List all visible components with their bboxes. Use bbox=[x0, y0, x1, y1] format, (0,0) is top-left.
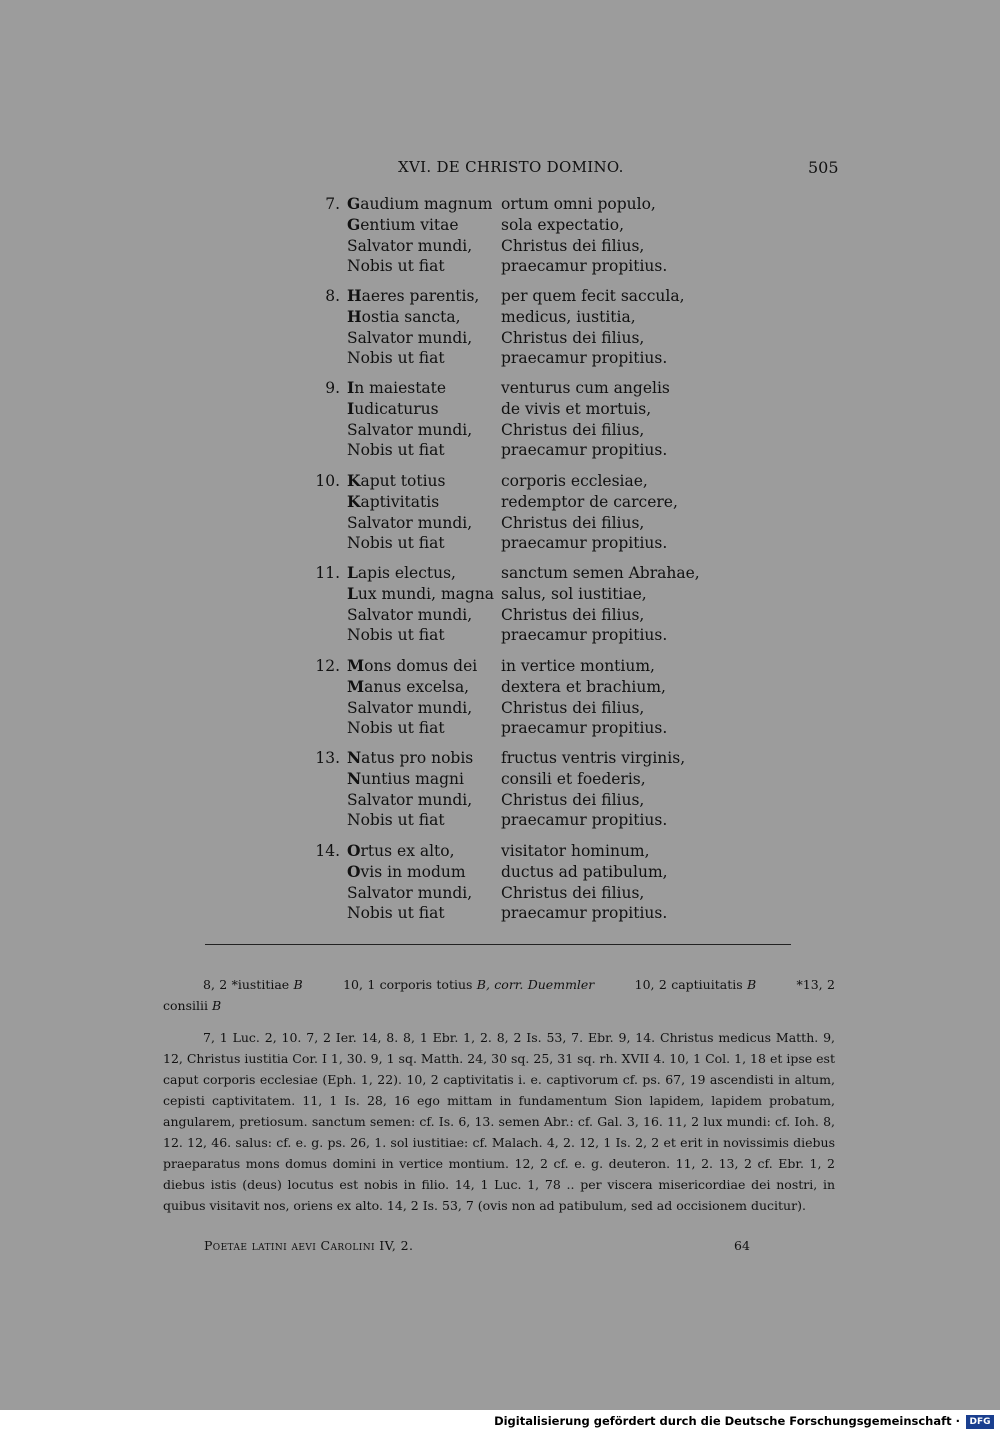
page-number: 505 bbox=[808, 158, 839, 177]
stanza-number: 13. bbox=[315, 749, 340, 767]
verse-line bbox=[300, 378, 720, 399]
verse-left bbox=[347, 492, 439, 513]
verse-right: Christus dei filius, bbox=[501, 605, 645, 624]
verse-left-text: Salvator mundi, bbox=[347, 328, 473, 347]
verse-line bbox=[300, 677, 720, 698]
verse-right: Christus dei filius, bbox=[501, 883, 645, 902]
verse-line bbox=[300, 492, 720, 513]
dfg-banner bbox=[0, 1410, 1000, 1434]
verse-line bbox=[300, 841, 720, 862]
crit-siglum: B bbox=[211, 998, 222, 1013]
verse-right: Christus dei filius, bbox=[501, 328, 645, 347]
verse-line bbox=[300, 563, 720, 584]
verse-left-text: rtus ex alto, bbox=[360, 842, 455, 860]
verse-left-text: Nobis ut fiat bbox=[347, 534, 445, 553]
acrostic-initial: O bbox=[347, 861, 361, 881]
verse-left bbox=[347, 625, 445, 646]
verse-line bbox=[300, 625, 720, 646]
verse-left-text: Salvator mundi, bbox=[347, 883, 473, 902]
verse-left bbox=[347, 378, 446, 399]
stanza-number: 9. bbox=[325, 379, 340, 397]
crit-siglum: B bbox=[746, 977, 757, 992]
page-title: XVI. DE CHRISTO DOMINO. bbox=[398, 158, 624, 176]
verse-right: consili et foederis, bbox=[501, 769, 646, 788]
verse-left bbox=[347, 883, 472, 904]
verse-right: Christus dei filius, bbox=[501, 790, 645, 809]
verse-right: venturus cum angelis bbox=[501, 379, 670, 397]
source-notes-text: 7, 1 Luc. 2, 10. 7, 2 Ier. 14, 8. 8, 1 Ebr. 1, 2. 8, 2 Is. 53, 7. Ebr. 9, 14. Christus medicus Matth. 9, 12, Christus iustitia Cor. I 1, 30. 9, 1 sq. Matth. 24, 30 sq. 25, 31 sq. rh. XVII 4. 10, 1 Col. 1, 18 et ipse est caput corporis ecclesiae (Eph. 1, 22). 10, 2 captivitatis i. e. captivorum cf. ps. 67, 19 ascendisti in altum, cepisti captivitatem. 11, 1 Is. 28, 16 ego mittam in fundamentum Sion lapidem, lapidem probatum, angularem, pretiosum. sanctum semen: cf. Is. 6, 13. semen Abr.: cf. Gal. 3, 16. 11, 2 lux mundi: cf. Ioh. 8, 12. 12, 46. salus: cf. e. g. ps. 26, 1. sol iustitiae: cf. Malach. 4, 2. 12, 1 Is. 2, 2 et erit in novissimis diebus praeparatus mons domus domini in vertice montium. 12, 2 cf. e. g. deuteron. 11, 2. 13, 2 cf. Ebr. 1, 2 diebus istis (deus) locutus est nobis in filio. 14, 1 Luc. 1, 78 .. per viscera misericordiae dei nostri, in quibus visitavit nos, oriens ex alto. 14, 2 Is. 53, 7 (ovis non ad patibulum, sed ad occisionem ducitur). bbox=[163, 1030, 835, 1213]
verse-left-text: Salvator mundi, bbox=[347, 790, 473, 809]
verse-line bbox=[300, 513, 720, 534]
crit-note: 8, 2 *iustitiae bbox=[203, 977, 294, 992]
verse-left bbox=[347, 513, 472, 534]
verse-line bbox=[300, 862, 720, 883]
verse-line bbox=[300, 769, 720, 790]
verse-right: dextera et brachium, bbox=[501, 677, 666, 696]
verse-left-text: Nobis ut fiat bbox=[347, 719, 445, 738]
verse-line bbox=[300, 903, 720, 924]
verse-right: Christus dei filius, bbox=[501, 698, 645, 717]
apparatus-criticus bbox=[163, 974, 835, 1016]
acrostic-initial: K bbox=[347, 491, 361, 511]
acrostic-initial: M bbox=[347, 656, 365, 675]
stanza-number: 7. bbox=[325, 195, 340, 213]
verse-left-text: Nobis ut fiat bbox=[347, 626, 445, 645]
verse-right: praecamur propitius. bbox=[501, 904, 668, 923]
verse-line bbox=[300, 656, 720, 677]
verse-left bbox=[347, 677, 469, 698]
dfg-logo: DFG bbox=[966, 1415, 994, 1429]
verse-left-text: anus excelsa, bbox=[364, 677, 470, 696]
verse-line bbox=[300, 471, 720, 492]
stanza bbox=[300, 748, 720, 831]
crit-siglum: B bbox=[293, 977, 303, 992]
verse-left-text: aeres parentis, bbox=[361, 287, 480, 305]
verse-left-text: ux mundi, magna bbox=[357, 584, 495, 603]
verse-line bbox=[300, 810, 720, 831]
verse-line bbox=[300, 584, 720, 605]
verse-right: praecamur propitius. bbox=[501, 349, 668, 368]
verse-left bbox=[347, 656, 477, 677]
verse-right: praecamur propitius. bbox=[501, 534, 668, 553]
verse-left-text: udicaturus bbox=[354, 399, 439, 418]
verse-right: praecamur propitius. bbox=[501, 257, 668, 276]
stanza-number: 12. bbox=[315, 657, 340, 675]
acrostic-initial: I bbox=[347, 378, 355, 397]
verse-line bbox=[300, 790, 720, 811]
verse-right: sanctum semen Abrahae, bbox=[501, 564, 700, 582]
verse-left-text: Nobis ut fiat bbox=[347, 904, 445, 923]
verse-right: Christus dei filius, bbox=[501, 513, 645, 532]
footnote-rule bbox=[205, 944, 791, 945]
verse-left-text: Nobis ut fiat bbox=[347, 811, 445, 830]
verse-left bbox=[347, 605, 472, 626]
verse-line bbox=[300, 883, 720, 904]
verse-left-text: Nobis ut fiat bbox=[347, 349, 445, 368]
stanza bbox=[300, 471, 720, 554]
verse-line bbox=[300, 698, 720, 719]
verse-left-text: audium magnum bbox=[360, 195, 493, 213]
stanza bbox=[300, 841, 720, 924]
verse-right: praecamur propitius. bbox=[501, 811, 668, 830]
verse-right: Christus dei filius, bbox=[501, 420, 645, 439]
verse-line bbox=[300, 307, 720, 328]
verse-left bbox=[347, 215, 459, 236]
verse-line bbox=[300, 256, 720, 277]
acrostic-initial: O bbox=[347, 841, 361, 860]
verse-left bbox=[347, 698, 472, 719]
stanza-number: 10. bbox=[315, 472, 340, 490]
crit-note: 10, 2 captiuitatis bbox=[634, 977, 747, 992]
verse-left bbox=[347, 533, 445, 554]
verse-right: praecamur propitius. bbox=[501, 626, 668, 645]
stanza-number: 8. bbox=[325, 287, 340, 305]
verse-left bbox=[347, 748, 473, 769]
verse-left-text: aput totius bbox=[360, 472, 446, 490]
stanza bbox=[300, 286, 720, 369]
verse-left bbox=[347, 471, 445, 492]
stanza-number: 11. bbox=[315, 564, 340, 582]
acrostic-initial: H bbox=[347, 306, 362, 326]
verse-line bbox=[300, 533, 720, 554]
verse-right: salus, sol iustitiae, bbox=[501, 584, 647, 603]
verse-left bbox=[347, 256, 445, 277]
running-header bbox=[0, 158, 1000, 180]
verse-left-text: ostia sancta, bbox=[361, 307, 461, 326]
series-title: Poetae latini aevi Carolini IV, 2. bbox=[204, 1238, 414, 1253]
verse-left-text: Nobis ut fiat bbox=[347, 257, 445, 276]
verse-right: sola expectatio, bbox=[501, 215, 625, 234]
verse-left-text: n maiestate bbox=[354, 379, 447, 397]
verse-left bbox=[347, 563, 456, 584]
verse-left bbox=[347, 718, 445, 739]
verse-right: ductus ad patibulum, bbox=[501, 862, 668, 881]
verse-left-text: Salvator mundi, bbox=[347, 513, 473, 532]
verse-left bbox=[347, 236, 472, 257]
verse-right: praecamur propitius. bbox=[501, 441, 668, 460]
verse-left bbox=[347, 790, 472, 811]
verse-line bbox=[300, 286, 720, 307]
verse-left-text: aptivitatis bbox=[360, 492, 440, 511]
stanza bbox=[300, 194, 720, 277]
verse-line bbox=[300, 328, 720, 349]
verse-left-text: apis electus, bbox=[357, 564, 456, 582]
verse-left-text: Salvator mundi, bbox=[347, 236, 473, 255]
verse-left bbox=[347, 810, 445, 831]
verse-line bbox=[300, 748, 720, 769]
verse-left-text: Salvator mundi, bbox=[347, 698, 473, 717]
verse-right: redemptor de carcere, bbox=[501, 492, 678, 511]
verse-line bbox=[300, 194, 720, 215]
verse-line bbox=[300, 236, 720, 257]
source-notes bbox=[163, 1027, 835, 1216]
verse-line bbox=[300, 420, 720, 441]
verse-left bbox=[347, 399, 439, 420]
verse-left bbox=[347, 841, 455, 862]
acrostic-initial: L bbox=[347, 583, 358, 603]
verse-right: visitator hominum, bbox=[501, 842, 650, 860]
verse-left bbox=[347, 194, 492, 215]
verse-left-text: entium vitae bbox=[360, 215, 459, 234]
acrostic-initial: I bbox=[347, 398, 355, 418]
verse-left-text: vis in modum bbox=[360, 862, 466, 881]
verse-right: de vivis et mortuis, bbox=[501, 399, 652, 418]
verse-left bbox=[347, 286, 479, 307]
verse-right: per quem fecit saccula, bbox=[501, 287, 685, 305]
verse-left bbox=[347, 440, 445, 461]
verse-left-text: untius magni bbox=[361, 769, 464, 788]
acrostic-initial: L bbox=[347, 563, 358, 582]
signature-mark: 64 bbox=[734, 1238, 750, 1253]
acrostic-initial: H bbox=[347, 286, 362, 305]
stanza bbox=[300, 656, 720, 739]
verse-line bbox=[300, 605, 720, 626]
acrostic-initial: M bbox=[347, 676, 365, 696]
verse-left-text: atus pro nobis bbox=[361, 749, 474, 767]
verse-line bbox=[300, 718, 720, 739]
crit-note: *13, 2 consilii bbox=[163, 977, 835, 1013]
verse-left bbox=[347, 862, 466, 883]
verse-right: praecamur propitius. bbox=[501, 719, 668, 738]
verse-left-text: Nobis ut fiat bbox=[347, 441, 445, 460]
stanza-number: 14. bbox=[315, 842, 340, 860]
verse-right: in vertice montium, bbox=[501, 657, 655, 675]
verse-right: medicus, iustitia, bbox=[501, 307, 636, 326]
verse-left-text: Salvator mundi, bbox=[347, 420, 473, 439]
acrostic-initial: G bbox=[347, 214, 361, 234]
verse-line bbox=[300, 440, 720, 461]
acrostic-initial: N bbox=[347, 768, 362, 788]
verse-left-text: Salvator mundi, bbox=[347, 605, 473, 624]
verse-left bbox=[347, 420, 472, 441]
verse-line bbox=[300, 215, 720, 236]
verse-line bbox=[300, 348, 720, 369]
verse-left bbox=[347, 769, 464, 790]
verse-right: fructus ventris virginis, bbox=[501, 749, 686, 767]
verse-right: ortum omni populo, bbox=[501, 195, 656, 213]
crit-siglum: B, corr. Duemmler bbox=[476, 977, 595, 992]
verse-right: Christus dei filius, bbox=[501, 236, 645, 255]
verse-left-text: ons domus dei bbox=[364, 657, 478, 675]
acrostic-initial: K bbox=[347, 471, 361, 490]
verse-left bbox=[347, 328, 472, 349]
stanza bbox=[300, 563, 720, 646]
verse-left bbox=[347, 584, 494, 605]
verse-line bbox=[300, 399, 720, 420]
verse-left bbox=[347, 307, 461, 328]
acrostic-initial: G bbox=[347, 194, 361, 213]
stanza bbox=[300, 378, 720, 461]
acrostic-initial: N bbox=[347, 748, 362, 767]
verse-right: corporis ecclesiae, bbox=[501, 472, 648, 490]
verse-left bbox=[347, 348, 445, 369]
verse-left bbox=[347, 903, 445, 924]
dfg-credit: Digitalisierung gefördert durch die Deutsche Forschungsgemeinschaft · bbox=[494, 1414, 960, 1428]
crit-note: 10, 1 corporis totius bbox=[343, 977, 477, 992]
